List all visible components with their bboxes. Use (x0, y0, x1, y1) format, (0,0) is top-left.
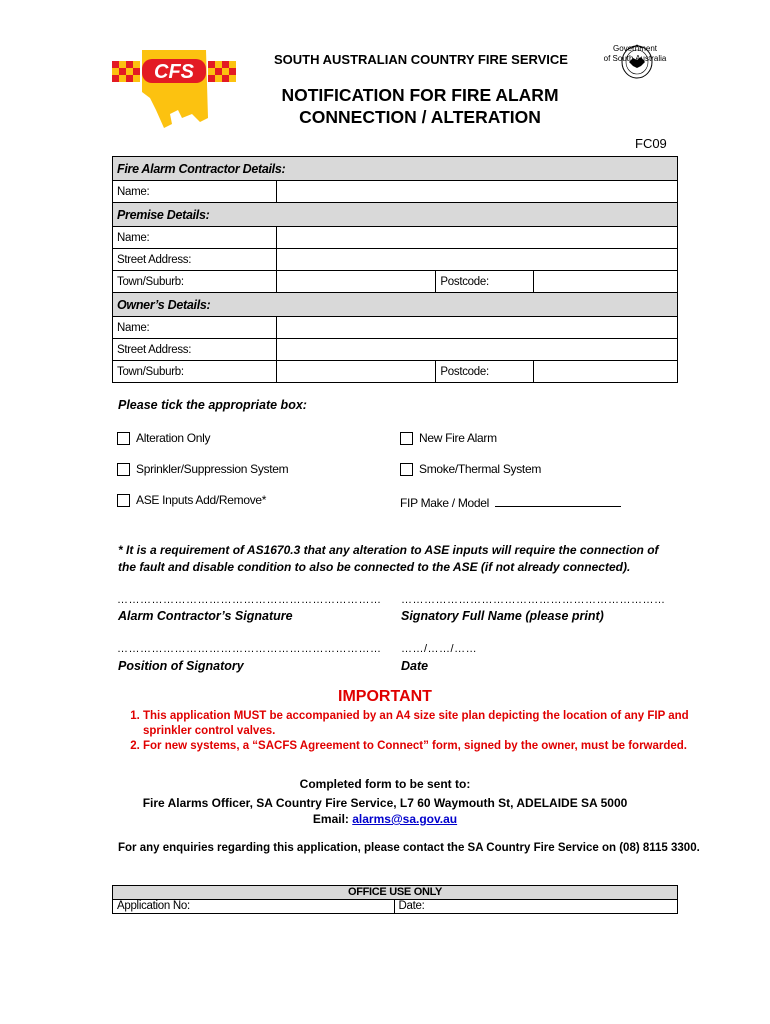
sa-government-label (590, 44, 680, 64)
premise-postcode-label: Postcode: (436, 271, 534, 293)
position-line[interactable]: …………………………………………………………… (117, 643, 382, 655)
important-item: 2. For new systems, a “SACFS Agreement to Connect” form, signed by the owner, must be forwarded. (143, 739, 703, 754)
alteration-only-option[interactable] (117, 431, 210, 445)
form-code: FC09 (635, 136, 667, 151)
fip-make-model-field[interactable] (495, 494, 621, 507)
date-label: Date (401, 659, 429, 673)
owner-town-field[interactable] (276, 361, 436, 383)
send-to-address: Fire Alarms Officer, SA Country Fire Service, L7 60 Waymouth St, ADELAIDE SA 5000 (142, 796, 628, 810)
tick-box-instruction: Please tick the appropriate box: (118, 398, 307, 412)
application-no-field[interactable]: Application No: (113, 900, 395, 914)
ase-requirement-note: * It is a requirement of AS1670.3 that any alteration to ASE inputs will require the connection of the fault and disable condition to also be connected to the ASE (if not already connected). (118, 543, 659, 574)
premise-name-field[interactable] (276, 227, 677, 249)
ase-inputs-label: ASE Inputs Add/Remove* (136, 493, 267, 507)
form-title-line2: CONNECTION / ALTERATION (299, 107, 541, 127)
smoke-thermal-option[interactable] (400, 462, 541, 476)
smoke-thermal-label: Smoke/Thermal System (419, 462, 542, 476)
premise-name-label: Name: (113, 227, 277, 249)
fip-make-model (400, 494, 621, 510)
ase-inputs-checkbox[interactable] (117, 494, 130, 507)
email-link[interactable]: alarms@sa.gov.au (352, 812, 458, 826)
owner-section-heading: Owner’s Details: (113, 293, 678, 317)
send-to-email (0, 812, 770, 826)
sprinkler-label: Sprinkler/Suppression System (136, 462, 289, 476)
owner-postcode-field[interactable] (534, 361, 678, 383)
important-list (116, 709, 703, 754)
important-heading: IMPORTANT (338, 688, 432, 705)
signatory-name-line[interactable]: …………………………………………………………… (401, 594, 666, 606)
alteration-only-label: Alteration Only (136, 431, 211, 445)
owner-name-field[interactable] (276, 317, 677, 339)
email-label: Email: (312, 812, 349, 826)
cfs-logo-text: CFS (154, 61, 194, 83)
contractor-signature-label: Alarm Contractor’s Signature (118, 609, 293, 623)
gov-line1: Government (612, 44, 658, 53)
signatory-name-label: Signatory Full Name (please print) (401, 609, 604, 623)
contractor-name-label: Name: (113, 181, 277, 203)
enquiries-note: For any enquiries regarding this application, please contact the SA Country Fire Service on (08) 8115 3300. (118, 842, 700, 854)
form-title-line1: NOTIFICATION FOR FIRE ALARM (281, 85, 559, 105)
contractor-section-heading: Fire Alarm Contractor Details: (113, 157, 678, 181)
owner-postcode-label: Postcode: (436, 361, 534, 383)
gov-line2: of South Australia (603, 54, 667, 63)
important-item: 1. This application MUST be accompanied by an A4 size site plan depicting the location of any FIP and sprinkler control valves. (143, 709, 703, 738)
contractor-name-field[interactable] (276, 181, 677, 203)
organisation-name: SOUTH AUSTRALIAN COUNTRY FIRE SERVICE (274, 52, 568, 67)
premise-postcode-field[interactable] (534, 271, 678, 293)
send-to-heading: Completed form to be sent to: (299, 777, 471, 791)
owner-street-label: Street Address: (113, 339, 277, 361)
premise-section-heading: Premise Details: (113, 203, 678, 227)
premise-street-field[interactable] (276, 249, 677, 271)
new-fire-alarm-label: New Fire Alarm (419, 431, 497, 445)
smoke-thermal-checkbox[interactable] (400, 463, 413, 476)
new-fire-alarm-option[interactable] (400, 431, 497, 445)
details-table (112, 156, 678, 383)
owner-street-field[interactable] (276, 339, 677, 361)
premise-town-label: Town/Suburb: (113, 271, 277, 293)
sprinkler-checkbox[interactable] (117, 463, 130, 476)
premise-street-label: Street Address: (113, 249, 277, 271)
owner-name-label: Name: (113, 317, 277, 339)
office-date-field[interactable]: Date: (394, 900, 677, 914)
owner-town-label: Town/Suburb: (113, 361, 277, 383)
fip-make-model-label: FIP Make / Model (400, 496, 490, 510)
cfs-logo (112, 48, 242, 132)
office-use-heading: OFFICE USE ONLY (113, 886, 678, 900)
premise-town-field[interactable] (276, 271, 436, 293)
contractor-signature-line[interactable]: …………………………………………………………… (117, 594, 382, 606)
position-label: Position of Signatory (118, 659, 244, 673)
ase-inputs-option[interactable] (117, 493, 266, 507)
new-fire-alarm-checkbox[interactable] (400, 432, 413, 445)
date-line[interactable]: ……/……/…… (401, 643, 478, 655)
alteration-only-checkbox[interactable] (117, 432, 130, 445)
office-use-table (112, 885, 678, 914)
sprinkler-option[interactable] (117, 462, 288, 476)
